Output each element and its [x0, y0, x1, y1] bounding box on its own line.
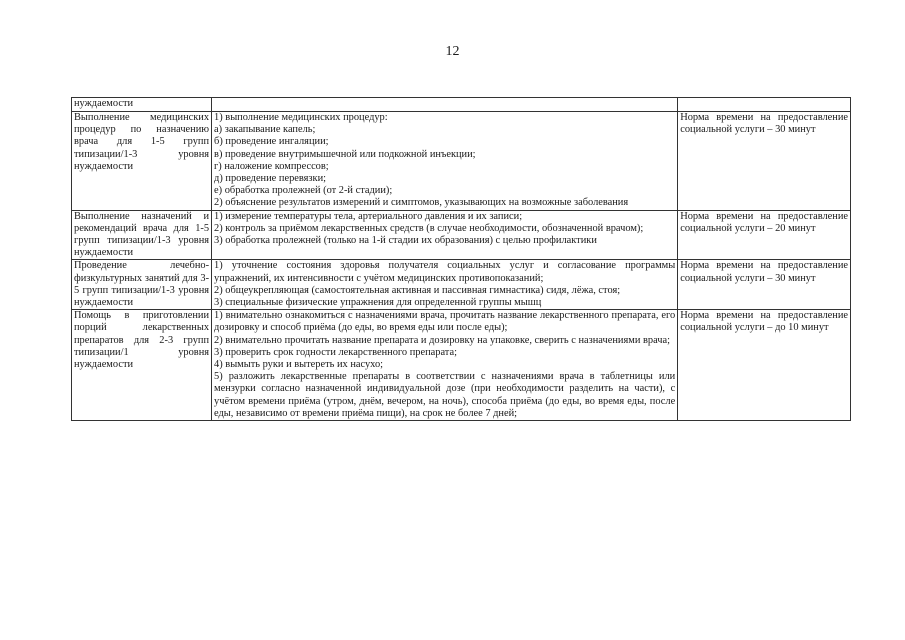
action-item: д) проведение перевязки;: [214, 173, 327, 185]
service-name-cell: Помощь в приготовлении порций лекарственных препаратов для 2-3 групп типизации/1 уровня нуждаемости: [72, 310, 212, 421]
action-item: 5) разложить лекарственные препараты в соответствии с назначениями врача в таблетницы или мензурки согласно назначенной индивидуальной дозе (при необходимости разделить на части), с учётом времени приёма (утром, днём, вечером, на ночь), способа приёма (до еды, во время еды, после еды, независимо от времени приёма пищи), на срок не более 7 дней;: [214, 371, 676, 419]
actions-cell: [212, 98, 678, 112]
action-item: 2) объяснение результатов измерений и симптомов, указывающих на возможные заболевания: [214, 197, 629, 209]
time-norm-cell: Норма времени на предоставление социальной услуги – 30 минут: [678, 260, 851, 310]
page-number: 12: [445, 44, 460, 59]
service-name-cell: Выполнение медицинских процедур по назначению врача для 1-5 групп типизации/1-3 уровня нуждаемости: [72, 112, 212, 211]
actions-cell: [212, 112, 678, 211]
time-norm-cell: Норма времени на предоставление социальной услуги – 20 минут: [678, 210, 851, 260]
table-row: [72, 112, 851, 211]
action-item: 2) контроль за приёмом лекарственных средств (в случае необходимости, обозначенной врачом);: [214, 222, 644, 234]
services-table: [71, 97, 851, 421]
action-item: 3) проверить срок годности лекарственного препарата;: [214, 346, 457, 358]
action-item: б) проведение ингаляции;: [214, 136, 329, 148]
time-norm-cell: [678, 98, 851, 112]
action-item: е) обработка пролежней (от 2-й стадии);: [214, 185, 393, 197]
action-item: а) закапывание капель;: [214, 124, 316, 136]
actions-cell: [212, 210, 678, 260]
action-item: 3) обработка пролежней (только на 1-й стадии их образования) с целью профилактики: [214, 235, 597, 247]
service-name-cell: Выполнение назначений и рекомендаций врача для 1-5 групп типизации/1-3 уровня нуждаемости: [72, 210, 212, 260]
service-name-cell: Проведение лечебно-физкультурных занятий для 3-5 групп типизации/1-3 уровня нуждаемости: [72, 260, 212, 310]
actions-cell: [212, 310, 678, 421]
action-item: 1) уточнение состояния здоровья получателя социальных услуг и согласование программы упражнений, их интенсивности с учётом медицинских противопоказаний;: [214, 260, 676, 284]
table-row: [72, 310, 851, 421]
action-item: 2) внимательно прочитать название препарата и дозировку на упаковке, сверить с назначениями врача;: [214, 334, 670, 346]
table-row: [72, 210, 851, 260]
table-row: [72, 260, 851, 310]
action-item: 1) выполнение медицинских процедур:: [214, 112, 388, 123]
action-item: в) проведение внутримышечной или подкожной инъекции;: [214, 148, 476, 160]
time-norm-cell: Норма времени на предоставление социальной услуги – до 10 минут: [678, 310, 851, 421]
action-item: 2) общеукрепляющая (самостоятельная активная и пассивная гимнастика) сидя, лёжа, стоя;: [214, 284, 621, 296]
action-item: г) наложение компрессов;: [214, 160, 329, 172]
time-norm-cell: Норма времени на предоставление социальной услуги – 30 минут: [678, 112, 851, 211]
actions-cell: [212, 260, 678, 310]
service-name-cell: нуждаемости: [72, 98, 212, 112]
action-item: 1) внимательно ознакомиться с назначениями врача, прочитать название лекарственного препарата, его дозировку и способ приёма (до еды, во время еды или после еды);: [214, 310, 676, 334]
action-item: 4) вымыть руки и вытереть их насухо;: [214, 359, 384, 371]
table-row: [72, 98, 851, 112]
action-item: 3) специальные физические упражнения для определенной группы мышц: [214, 297, 542, 309]
action-item: 1) измерение температуры тела, артериального давления и их записи;: [214, 210, 523, 222]
